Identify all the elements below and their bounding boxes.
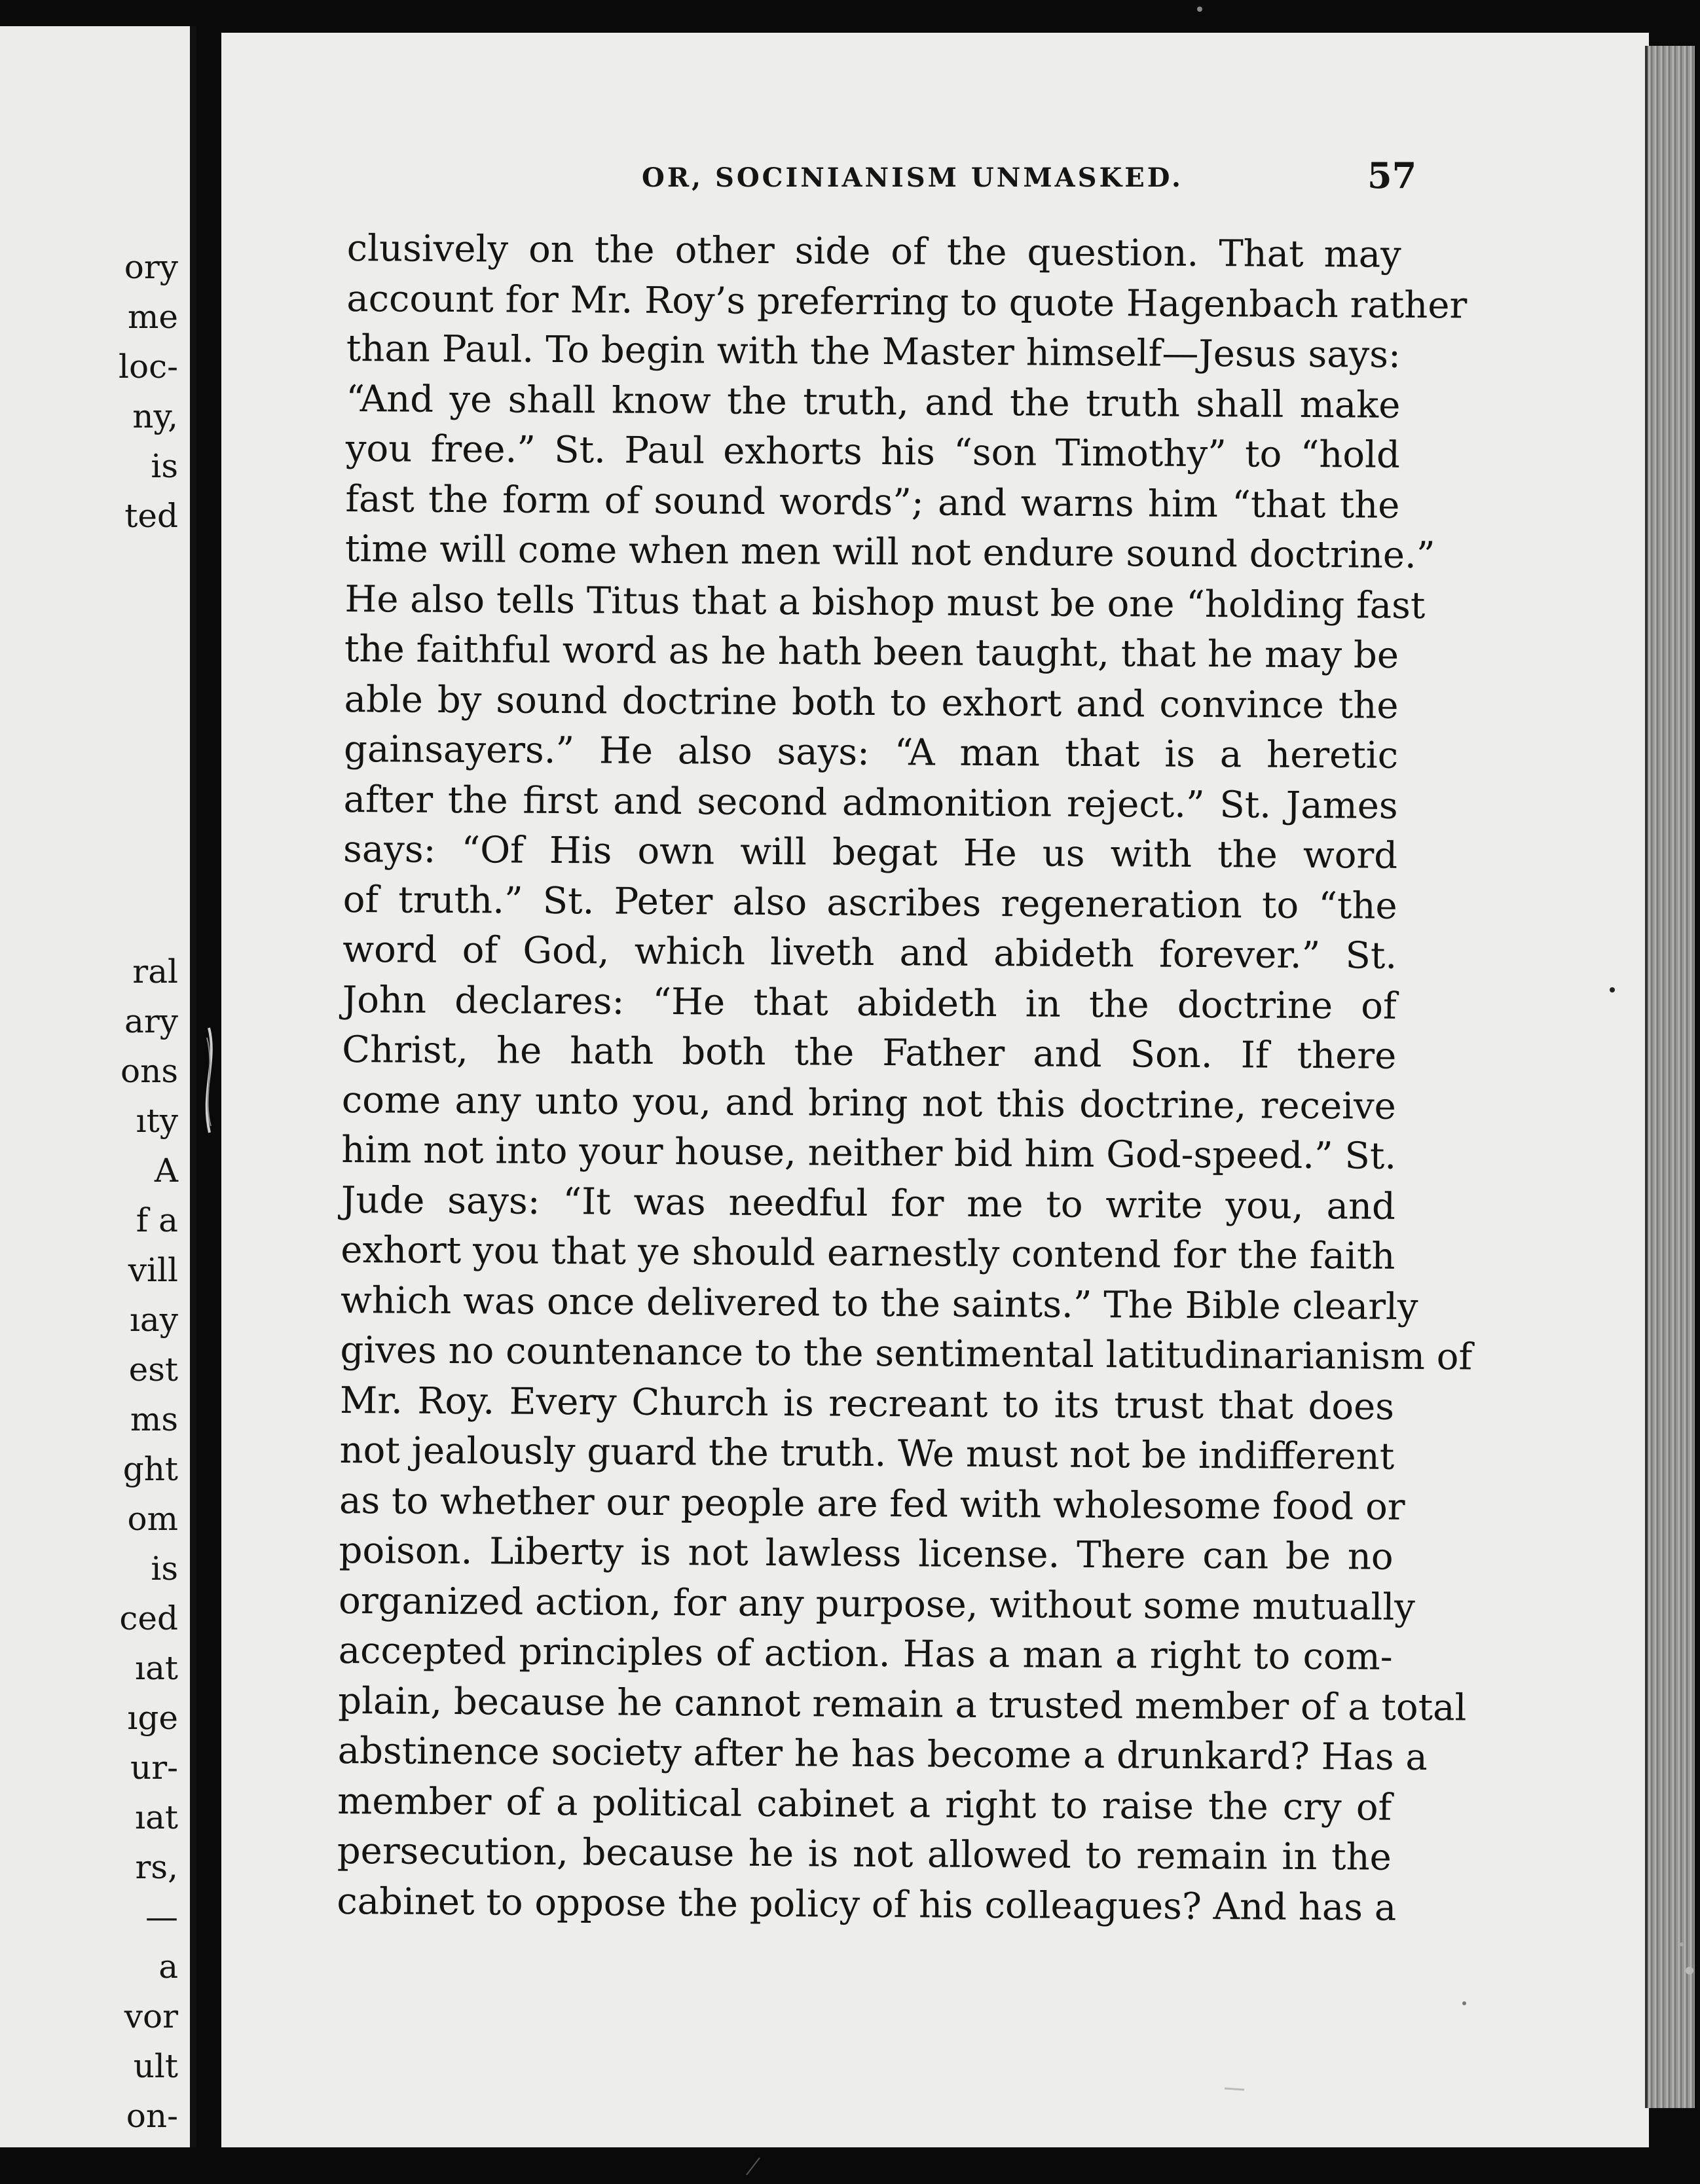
text-line: not jealously guard the truth. We must not be indifferent [339, 1429, 1395, 1478]
text-line: “And ye shall know the truth, and the truth shall make [346, 377, 1401, 427]
left-fragment: ult [133, 2047, 178, 2085]
left-fragment: ory [124, 248, 178, 286]
text-line: him not into your house, neither bid him God-speed.” St. [341, 1128, 1397, 1178]
left-fragment: ıat [135, 1798, 178, 1836]
text-line: Mr. Roy. Every Church is recreant to its trust that does [339, 1379, 1395, 1429]
text-line: as to whether our people are fed with wholesome food or [339, 1479, 1405, 1529]
left-fragment: vill [128, 1251, 178, 1289]
page-number: 57 [1367, 155, 1417, 196]
text-line: time will come when men will not endure sound doctrine.” [344, 527, 1435, 577]
text-line: Jude says: “It was needful for me to write you, and [341, 1178, 1396, 1228]
left-fragment: ıge [127, 1699, 178, 1737]
text-line: come any unto you, and bring not this doctrine, receive [341, 1078, 1396, 1128]
text-line: John declares: “He that abideth in the doctrine of [342, 978, 1397, 1028]
left-fragment: ral [132, 953, 178, 991]
left-fragment: loc- [119, 348, 178, 386]
left-fragment: rs, [135, 1848, 178, 1886]
text-line: word of God, which liveth and abideth forever.” St. [342, 928, 1397, 977]
text-line: plain, because he cannot remain a trusted member of a total [338, 1679, 1467, 1729]
text-line: gainsayers.” He also says: “A man that is a heretic [343, 727, 1399, 777]
left-fragment: ıay [129, 1301, 178, 1339]
left-fragment: on- [126, 2097, 178, 2135]
text-line: of truth.” St. Peter also ascribes regeneration to “the [342, 878, 1397, 928]
text-line: He also tells Titus that a bishop must be one “holding fast [344, 577, 1426, 627]
text-line: account for Mr. Roy’s preferring to quote Hagenbach rather [346, 277, 1468, 327]
left-fragment: ny, [132, 397, 178, 435]
left-fragment: ary [124, 1002, 178, 1040]
text-line: than Paul. To begin with the Master himself—Jesus says: [346, 327, 1401, 376]
text-line: poison. Liberty is not lawless license. There can be no [339, 1529, 1394, 1578]
left-fragment: is [151, 447, 178, 485]
left-fragment: f a [136, 1201, 178, 1239]
left-fragment: ıty [136, 1102, 178, 1140]
left-fragment: vor [124, 1997, 178, 2035]
left-fragment: is [151, 1550, 178, 1588]
left-fragment: me [127, 298, 178, 336]
left-fragment: a [158, 1948, 178, 1986]
left-fragment: ted [124, 497, 178, 535]
left-fragment: ons [120, 1052, 178, 1090]
left-fragment: ur- [130, 1749, 178, 1787]
text-line: clusively on the other side of the question. That may [346, 227, 1401, 276]
text-line: gives no countenance to the sentimental latitudinarianism of [340, 1328, 1473, 1379]
left-fragment: ght [122, 1450, 178, 1488]
text-line: the faithful word as he hath been taught, that he may be [344, 627, 1399, 677]
left-fragment: om [127, 1500, 178, 1538]
text-line: cabinet to oppose the policy of his colleagues? And has a [337, 1880, 1397, 1929]
text-line: which was once delivered to the saints.” The Bible clearly [340, 1279, 1418, 1328]
text-line: Christ, he hath both the Father and Son. If there [342, 1028, 1397, 1078]
left-fragment: ms [130, 1400, 178, 1438]
text-line: fast the form of sound words”; and warns him “that the [345, 477, 1400, 527]
text-line: organized action, for any purpose, without some mutually [338, 1579, 1416, 1629]
text-line: able by sound doctrine both to exhort and convince the [344, 678, 1399, 727]
left-fragment: A [154, 1152, 178, 1190]
left-fragment: ıat [135, 1649, 178, 1687]
text-line: after the first and second admonition reject.” St. James [343, 778, 1398, 828]
text-line: member of a political cabinet a right to raise the cry of [337, 1779, 1392, 1829]
left-fragment: — [145, 1898, 178, 1936]
text-line: says: “Of His own will begat He us with the word [342, 828, 1398, 877]
left-fragment: ced [119, 1599, 178, 1637]
text-line: persecution, because he is not allowed to remain in the [337, 1829, 1392, 1879]
text-line: abstinence society after he has become a drunkard? Has a [337, 1729, 1428, 1779]
running-head: OR, SOCINIANISM UNMASKED. [642, 162, 1183, 193]
left-fragment: est [128, 1351, 178, 1389]
text-line: accepted principles of action. Has a man a right to com- [338, 1629, 1393, 1679]
text-line: you free.” St. Paul exhorts his “son Timothy” to “hold [345, 427, 1401, 477]
text-line: exhort you that ye should earnestly contend for the faith [341, 1228, 1395, 1278]
